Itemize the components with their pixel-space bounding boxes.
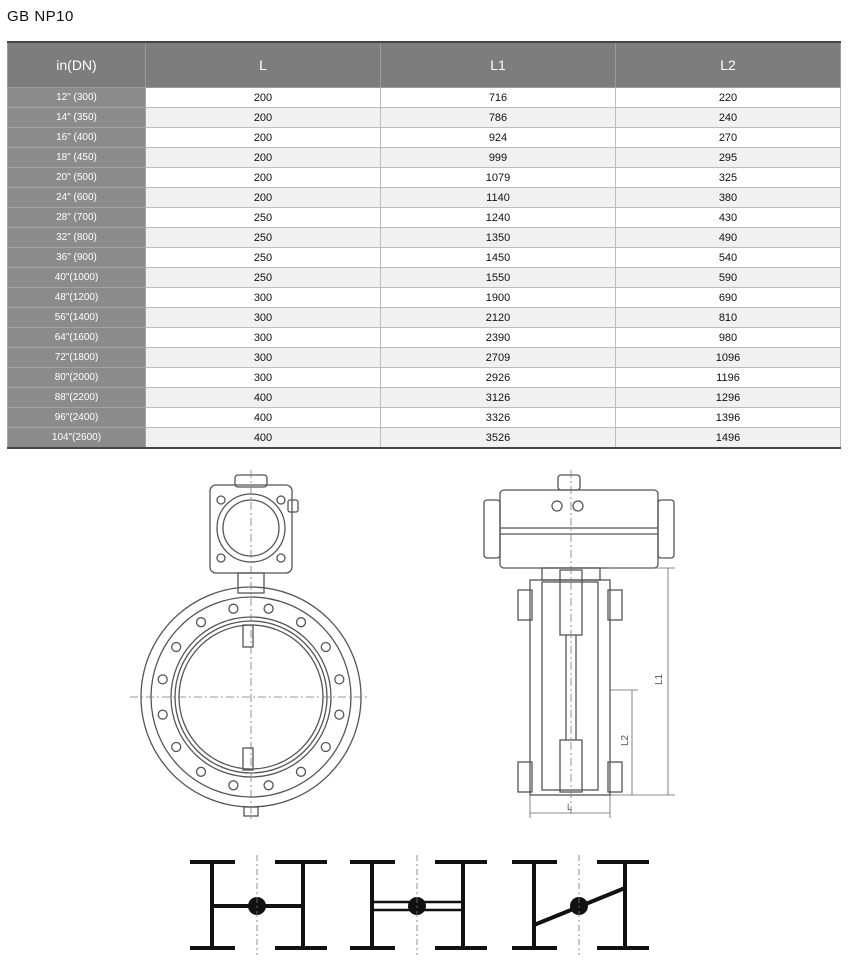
table-row — [8, 148, 841, 168]
cell-l1: 999 — [381, 148, 616, 168]
cell-dn: 96"(2400) — [8, 408, 146, 428]
table-row — [8, 348, 841, 368]
cell-dn: 14" (350) — [8, 108, 146, 128]
cell-l2: 1196 — [616, 368, 841, 388]
cell-l2: 240 — [616, 108, 841, 128]
cell-dn: 40"(1000) — [8, 268, 146, 288]
cell-l: 200 — [146, 88, 381, 108]
bolt-hole — [229, 781, 238, 790]
bolt-hole — [172, 743, 181, 752]
table-row — [8, 388, 841, 408]
cell-dn: 20" (500) — [8, 168, 146, 188]
cell-l: 250 — [146, 268, 381, 288]
table-row — [8, 288, 841, 308]
cell-l2: 490 — [616, 228, 841, 248]
cell-l: 200 — [146, 128, 381, 148]
valve-front-view — [130, 470, 370, 820]
cell-dn: 80"(2000) — [8, 368, 146, 388]
cell-l2: 380 — [616, 188, 841, 208]
cell-l: 200 — [146, 188, 381, 208]
bolt-hole — [335, 675, 344, 684]
cell-l2: 1396 — [616, 408, 841, 428]
cell-l1: 1350 — [381, 228, 616, 248]
bolt-hole — [229, 604, 238, 613]
cell-l2: 540 — [616, 248, 841, 268]
cell-l: 250 — [146, 228, 381, 248]
bolt-hole — [264, 781, 273, 790]
cell-l2: 220 — [616, 88, 841, 108]
cell-l: 200 — [146, 108, 381, 128]
cell-l1: 3126 — [381, 388, 616, 408]
cell-l2: 325 — [616, 168, 841, 188]
header-dn: in(DN) — [8, 42, 146, 88]
dim-label-l: L — [567, 802, 573, 812]
cell-dn: 24" (600) — [8, 188, 146, 208]
cell-l1: 786 — [381, 108, 616, 128]
dim-label-l1: L1 — [654, 673, 665, 685]
table-row — [8, 408, 841, 428]
page-title: GB NP10 — [7, 8, 74, 25]
cell-dn: 18" (450) — [8, 148, 146, 168]
cell-l2: 270 — [616, 128, 841, 148]
cell-l: 400 — [146, 428, 381, 449]
table-row — [8, 128, 841, 148]
table-row — [8, 108, 841, 128]
cell-dn: 56"(1400) — [8, 308, 146, 328]
cell-l1: 2709 — [381, 348, 616, 368]
bolt-hole — [297, 767, 306, 776]
cell-l2: 295 — [616, 148, 841, 168]
table-row — [8, 368, 841, 388]
table-row — [8, 328, 841, 348]
cell-l: 300 — [146, 368, 381, 388]
cell-l2: 1296 — [616, 388, 841, 408]
bolt-hole — [197, 767, 206, 776]
cell-l2: 590 — [616, 268, 841, 288]
cell-dn: 72"(1800) — [8, 348, 146, 368]
cell-l1: 3326 — [381, 408, 616, 428]
table-row — [8, 188, 841, 208]
cell-l2: 810 — [616, 308, 841, 328]
cell-dn: 32" (800) — [8, 228, 146, 248]
table-row — [8, 168, 841, 188]
cell-l1: 2120 — [381, 308, 616, 328]
bolt-hole — [264, 604, 273, 613]
cell-l: 200 — [146, 168, 381, 188]
bolt-hole — [158, 710, 167, 719]
bolt-hole — [321, 743, 330, 752]
table-row — [8, 268, 841, 288]
cell-l1: 2390 — [381, 328, 616, 348]
cell-l2: 1496 — [616, 428, 841, 449]
cell-l: 250 — [146, 248, 381, 268]
header-l2: L2 — [616, 42, 841, 88]
bolt-hole — [197, 618, 206, 627]
cell-l1: 1550 — [381, 268, 616, 288]
cell-l: 300 — [146, 328, 381, 348]
cell-l: 400 — [146, 388, 381, 408]
cell-l2: 690 — [616, 288, 841, 308]
cell-l1: 716 — [381, 88, 616, 108]
cell-dn: 16" (400) — [8, 128, 146, 148]
valve-side-view — [470, 470, 690, 825]
cell-l2: 430 — [616, 208, 841, 228]
table-row — [8, 428, 841, 449]
cell-dn: 48"(1200) — [8, 288, 146, 308]
header-l: L — [146, 42, 381, 88]
cell-l2: 980 — [616, 328, 841, 348]
dimension-table — [7, 41, 841, 449]
cell-l: 200 — [146, 148, 381, 168]
bolt-hole — [158, 675, 167, 684]
table-row — [8, 308, 841, 328]
table-row — [8, 228, 841, 248]
cell-dn: 64"(1600) — [8, 328, 146, 348]
cell-l: 400 — [146, 408, 381, 428]
cell-l1: 1240 — [381, 208, 616, 228]
cell-l: 300 — [146, 288, 381, 308]
bolt-hole — [335, 710, 344, 719]
bolt-hole — [297, 618, 306, 627]
cell-l1: 2926 — [381, 368, 616, 388]
cell-l: 250 — [146, 208, 381, 228]
table-row — [8, 88, 841, 108]
bolt-hole — [321, 643, 330, 652]
header-l1: L1 — [381, 42, 616, 88]
cell-l1: 924 — [381, 128, 616, 148]
cell-dn: 28" (700) — [8, 208, 146, 228]
cell-l: 300 — [146, 308, 381, 328]
cell-l1: 1140 — [381, 188, 616, 208]
cell-l: 300 — [146, 348, 381, 368]
disc-position-diagrams — [185, 850, 660, 955]
cell-l1: 1450 — [381, 248, 616, 268]
cell-l1: 1900 — [381, 288, 616, 308]
cell-dn: 104"(2600) — [8, 428, 146, 449]
cell-dn: 12" (300) — [8, 88, 146, 108]
cell-l2: 1096 — [616, 348, 841, 368]
table-row — [8, 248, 841, 268]
cell-dn: 36" (900) — [8, 248, 146, 268]
cell-l1: 1079 — [381, 168, 616, 188]
bolt-hole — [172, 643, 181, 652]
dim-label-l2: L2 — [620, 734, 631, 746]
cell-l1: 3526 — [381, 428, 616, 449]
table-header-row — [8, 42, 841, 88]
cell-dn: 88"(2200) — [8, 388, 146, 408]
table-row — [8, 208, 841, 228]
